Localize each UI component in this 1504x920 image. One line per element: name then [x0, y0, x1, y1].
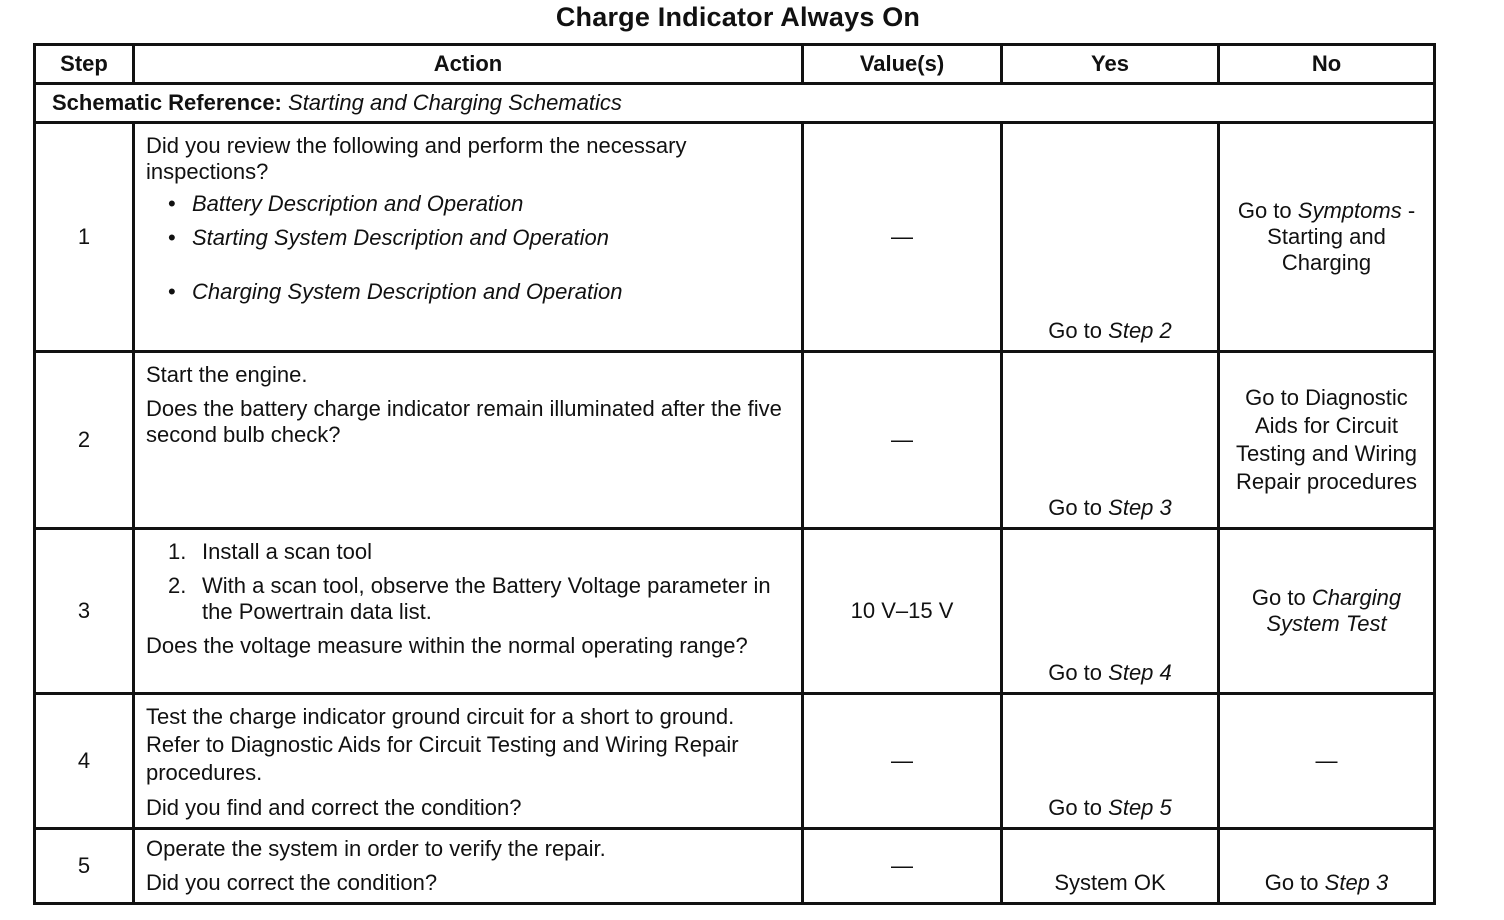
- action-cell: [134, 694, 803, 829]
- list-item: [168, 573, 791, 625]
- value-cell: —: [803, 123, 1002, 352]
- step-number: 3: [35, 529, 134, 694]
- list-number: 2.: [168, 573, 187, 598]
- go-to-label: Go to: [1048, 795, 1103, 820]
- schematic-link[interactable]: Starting and Charging Schematics: [288, 90, 622, 115]
- no-cell: [1219, 829, 1435, 904]
- action-text: Did you review the following and perform the necessary inspections?: [146, 133, 687, 184]
- list-number: 1.: [168, 539, 187, 564]
- list-item: [168, 539, 791, 565]
- action-question: Did you find and correct the condition?: [146, 795, 522, 820]
- no-link[interactable]: Step 3: [1324, 870, 1389, 895]
- header-yes: Yes: [1002, 45, 1219, 84]
- header-action: Action: [134, 45, 803, 84]
- step-number: 4: [35, 694, 134, 829]
- no-link[interactable]: Charging System Test: [1266, 585, 1402, 636]
- yes-cell: [1002, 694, 1219, 829]
- no-cell: [1219, 529, 1435, 694]
- no-link[interactable]: Symptoms: [1297, 198, 1402, 223]
- yes-cell: [1002, 352, 1219, 529]
- action-cell: [134, 123, 803, 352]
- action-text: Operate the system in order to verify the repair.: [146, 836, 606, 861]
- yes-link[interactable]: Step 4: [1108, 660, 1172, 685]
- yes-cell: [1002, 123, 1219, 352]
- no-cell[interactable]: Go to Diagnostic Aids for Circuit Testing and Wiring Repair procedures: [1219, 352, 1435, 529]
- action-question: Does the voltage measure within the normal operating range?: [146, 633, 748, 658]
- table-row: [35, 829, 1435, 904]
- action-question: Does the battery charge indicator remain illuminated after the five second bulb check?: [146, 396, 782, 447]
- list-text: With a scan tool, observe the Battery Voltage parameter in the Powertrain data list.: [202, 573, 771, 624]
- schematic-reference: [35, 84, 1435, 123]
- value-cell: —: [803, 694, 1002, 829]
- yes-link[interactable]: Step 3: [1108, 495, 1172, 520]
- header-values: Value(s): [803, 45, 1002, 84]
- table-row: [35, 352, 1435, 529]
- header-no: No: [1219, 45, 1435, 84]
- go-to-label: Go to: [1251, 585, 1306, 610]
- list-item[interactable]: • Battery Description and Operation: [168, 191, 791, 217]
- step-number: 5: [35, 829, 134, 904]
- schematic-label: Schematic Reference:: [52, 90, 282, 115]
- no-cell: [1219, 123, 1435, 352]
- no-suffix: - Starting and Charging: [1267, 198, 1416, 275]
- step-number: 2: [35, 352, 134, 529]
- value-cell: 10 V–15 V: [803, 529, 1002, 694]
- table-row: [35, 123, 1435, 352]
- action-text: Start the engine.: [146, 362, 308, 387]
- action-cell: [134, 829, 803, 904]
- inspection-list: [146, 191, 791, 305]
- go-to-label: Go to: [1237, 198, 1292, 223]
- go-to-label: Go to: [1048, 660, 1103, 685]
- page-title: Charge Indicator Always On: [555, 2, 921, 32]
- go-to-label: Go to: [1048, 495, 1103, 520]
- procedure-list: [146, 539, 791, 625]
- yes-cell: [1002, 529, 1219, 694]
- table-row: [35, 529, 1435, 694]
- no-cell: —: [1219, 694, 1435, 829]
- value-cell: —: [803, 352, 1002, 529]
- header-row: [35, 45, 1435, 84]
- go-to-label: Go to: [1264, 870, 1319, 895]
- header-step: Step: [35, 45, 134, 84]
- yes-cell[interactable]: System OK: [1002, 829, 1219, 904]
- step-number: 1: [35, 123, 134, 352]
- yes-link[interactable]: Step 5: [1108, 795, 1172, 820]
- value-cell: —: [803, 829, 1002, 904]
- diagnostic-table: [33, 43, 1436, 905]
- yes-link[interactable]: Step 2: [1108, 318, 1172, 343]
- action-cell: [134, 529, 803, 694]
- schematic-row: [35, 84, 1435, 123]
- table-row: [35, 694, 1435, 829]
- go-to-label: Go to: [1048, 318, 1103, 343]
- action-cell: [134, 352, 803, 529]
- action-question: Did you correct the condition?: [146, 870, 438, 895]
- action-text: Test the charge indicator ground circuit for a short to ground. Refer to Diagnostic Aids for Circuit Testing and Wiring Repair procedures.: [146, 704, 739, 785]
- list-item[interactable]: • Starting System Description and Operation: [168, 225, 791, 251]
- list-item[interactable]: • Charging System Description and Operation: [168, 279, 791, 305]
- list-text: Install a scan tool: [202, 539, 372, 564]
